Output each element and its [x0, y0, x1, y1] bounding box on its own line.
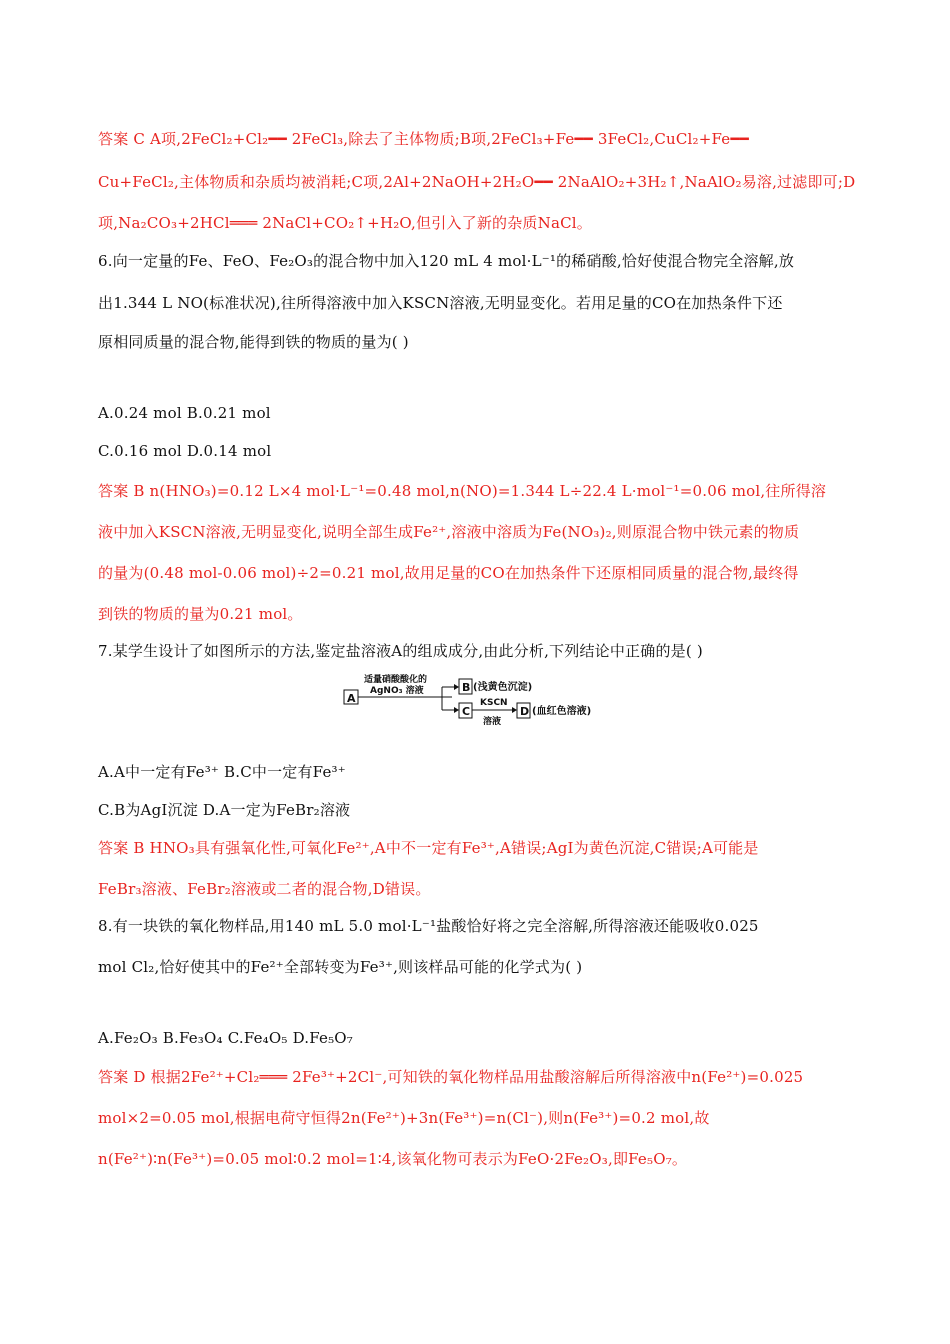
answer-8-line-3: n(Fe²⁺)∶n(Fe³⁺)=0.05 mol∶0.2 mol=1∶4,该氧化物可表示为FeO·2Fe₂O₃,即Fe₅O₇。 [98, 1150, 688, 1168]
answer-6-line-1: 答案 B n(HNO₃)=0.12 L×4 mol·L⁻¹=0.48 mol,n(NO)=1.344 L÷22.4 L·mol⁻¹=0.06 mol,往所得溶 [98, 482, 827, 500]
answer-7-line-1: 答案 B HNO₃具有强氧化性,可氧化Fe²⁺,A中不一定有Fe³⁺,A错误;AgI为黄色沉淀,C错误;A可能是 [98, 839, 759, 857]
reagent-top-line-2: AgNO₃ 溶液 [370, 686, 424, 696]
question-6-line-3: 原相同质量的混合物,能得到铁的物质的量为( ) [98, 333, 409, 351]
answer-8-line-2: mol×2=0.05 mol,根据电荷守恒得2n(Fe²⁺)+3n(Fe³⁺)=n(Cl⁻),则n(Fe³⁺)=0.2 mol,故 [98, 1109, 710, 1127]
question-6-line-1: 6.向一定量的Fe、FeO、Fe₂O₃的混合物中加入120 mL 4 mol·L⁻¹的稀硝酸,恰好使混合物完全溶解,放 [98, 252, 795, 270]
answer-6-line-4: 到铁的物质的量为0.21 mol。 [98, 605, 303, 623]
box-c-label: C [462, 705, 471, 718]
answer-5-line-2: Cu+FeCl₂,主体物质和杂质均被消耗;C项,2Al+2NaOH+2H₂O━━ 2NaAlO₂+3H₂↑,NaAlO₂易溶,过滤即可;D [98, 173, 856, 191]
answer-6-line-2: 液中加入KSCN溶液,无明显变化,说明全部生成Fe²⁺,溶液中溶质为Fe(NO₃)₂,则原混合物中铁元素的物质 [98, 523, 800, 541]
question-7-options-ab: A.A中一定有Fe³⁺ B.C中一定有Fe³⁺ [98, 763, 346, 781]
question-8-options: A.Fe₂O₃ B.Fe₃O₄ C.Fe₄O₅ D.Fe₅O₇ [98, 1029, 354, 1047]
box-d-label: D [520, 705, 530, 718]
box-a-label: A [347, 692, 356, 705]
question-6-options-ab: A.0.24 mol B.0.21 mol [98, 404, 271, 422]
answer-5-line-3: 项,Na₂CO₃+2HCl═══ 2NaCl+CO₂↑+H₂O,但引入了新的杂质NaCl。 [98, 214, 592, 232]
result-d-label: (血红色溶液) [532, 706, 592, 717]
answer-8-line-1: 答案 D 根据2Fe²⁺+Cl₂═══ 2Fe³⁺+2Cl⁻,可知铁的氧化物样品用盐酸溶解后所得溶液中n(Fe²⁺)=0.025 [98, 1068, 804, 1086]
box-b-label: B [462, 681, 471, 694]
question-7-options-cd: C.B为AgI沉淀 D.A一定为FeBr₂溶液 [98, 801, 351, 819]
reagent-kscn: KSCN [480, 698, 508, 708]
question-8-line-1: 8.有一块铁的氧化物样品,用140 mL 5.0 mol·L⁻¹盐酸恰好将之完全溶解,所得溶液还能吸收0.025 [98, 917, 759, 935]
question-6-options-cd: C.0.16 mol D.0.14 mol [98, 442, 272, 460]
answer-7-line-2: FeBr₃溶液、FeBr₂溶液或二者的混合物,D错误。 [98, 880, 431, 898]
reagent-top-line-1: 适量硝酸酸化的 [364, 675, 428, 685]
question-7-stem: 7.某学生设计了如图所示的方法,鉴定盐溶液A的组成成分,由此分析,下列结论中正确的是( ) [98, 642, 703, 660]
flow-diagram [342, 673, 612, 729]
answer-6-line-3: 的量为(0.48 mol-0.06 mol)÷2=0.21 mol,故用足量的CO在加热条件下还原相同质量的混合物,最终得 [98, 564, 799, 582]
answer-5-line-1: 答案 C A项,2FeCl₂+Cl₂━━ 2FeCl₃,除去了主体物质;B项,2FeCl₃+Fe━━ 3FeCl₂,CuCl₂+Fe━━ [98, 130, 749, 148]
question-8-line-2: mol Cl₂,恰好使其中的Fe²⁺全部转变为Fe³⁺,则该样品可能的化学式为( ) [98, 958, 583, 976]
reagent-kscn-solution: 溶液 [483, 717, 502, 727]
question-6-line-2: 出1.344 L NO(标准状况),往所得溶液中加入KSCN溶液,无明显变化。若用足量的CO在加热条件下还 [98, 294, 783, 312]
result-b-label: (浅黄色沉淀) [473, 682, 533, 693]
